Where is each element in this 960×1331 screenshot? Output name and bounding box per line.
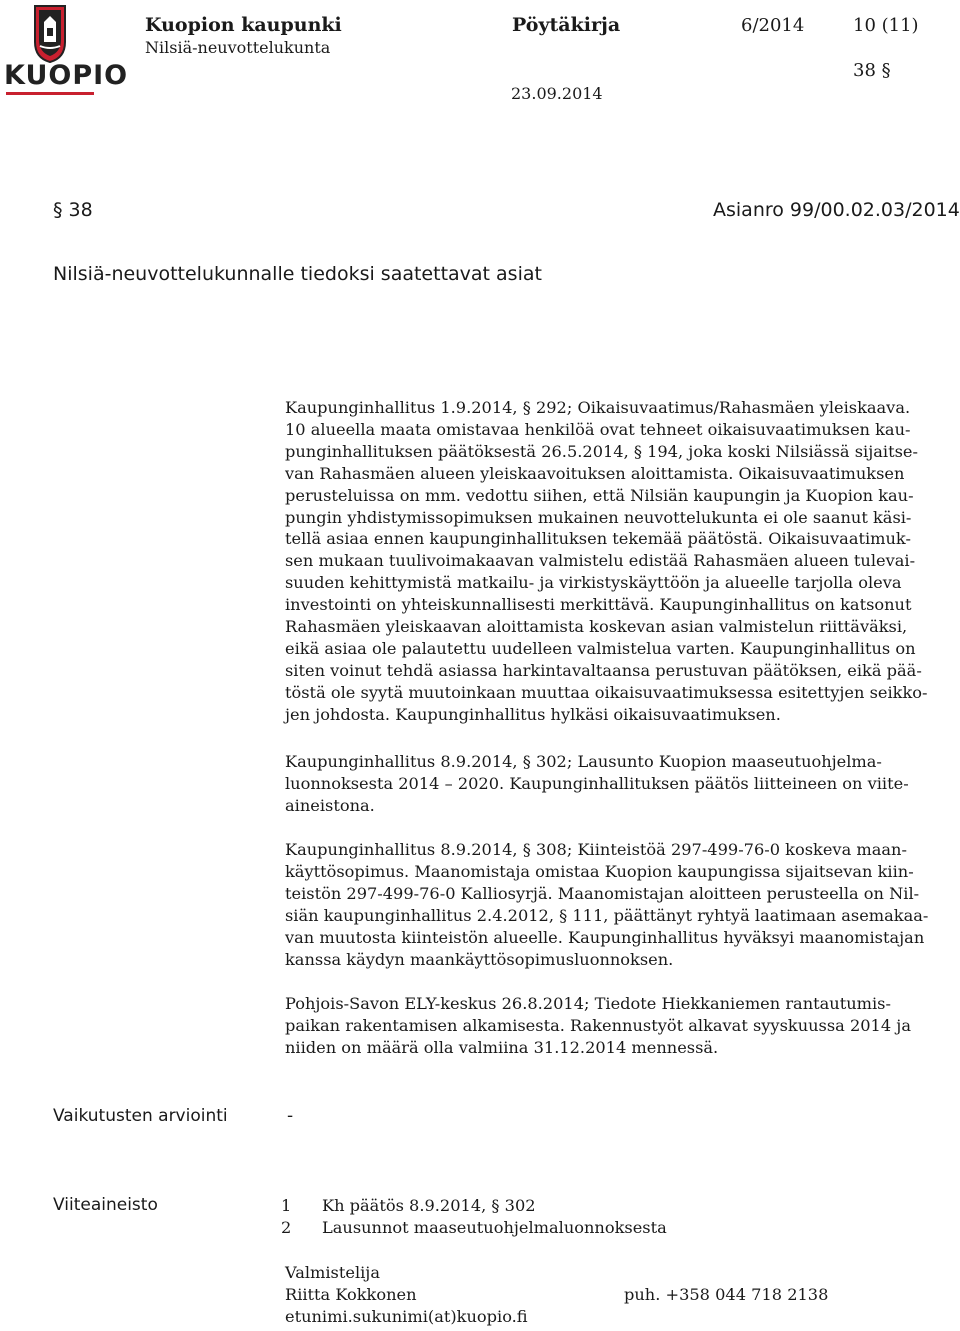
reference-item-1: Kh päätös 8.9.2014, § 302 — [322, 1196, 536, 1215]
reference-num-2: 2 — [281, 1218, 292, 1237]
reference-num-1: 1 — [281, 1196, 292, 1215]
paragraph-ely-tiedote: Pohjois-Savon ELY-keskus 26.8.2014; Tiedote Hiekkaniemen rantautumis- paikan rakentamisen alkamisesta. Rakennustyöt alkavat syyskuussa 2014 ja niiden on määrä olla valmiina 31.12.2014 mennessä. — [285, 994, 911, 1057]
doc-type: Pöytäkirja — [512, 14, 621, 36]
preparer-email: etunimi.sukunimi(at)kuopio.fi — [285, 1307, 528, 1326]
impact-value: - — [287, 1106, 294, 1126]
logo-wordmark: KUOPIO — [4, 60, 129, 91]
section-number: § 38 — [53, 199, 93, 221]
paragraph-oikaisuvaatimus: Kaupunginhallitus 1.9.2014, § 292; Oikaisuvaatimus/Rahasmäen yleiskaava. 10 alueella maata omistavaa henkilöä ovat tehneet oikaisuvaatimuksen kau- punginhallituksen päätöksestä 26.5.2014, § 194, joka koski Nilsiässä sijaitse- van Rahasmäen alueen yleiskaavoituksen aloittamista. Oikaisuvaatimuksen perusteluissa on mm. vedottu siihen, että Nilsiän kaupungin ja Kuopion kau- pungin yhdistymissopimuksen mukainen neuvottelukunta ei ole saanut käsi- tellä asiaa ennen kaupunginhallituksen tekemää päätöstä. Oikaisuvaatimuk- sen mukaan tuulivoimakaavan valmistelu edistää Rahasmäen alueen tulevai- suuden kehittymistä matkailu- ja virkistyskäyttöön ja alueelle tarjolla oleva investointi on yhteiskunnallisesti merkittävä. Kaupunginhallitus on katsonut Rahasmäen yleiskaavan aloittamista koskevan asian valmistelun riittäväksi, eikä asiaa ole palautettu uudelleen valmistelua varten. Kaupunginhallitus on siten voinut tehdä asiassa harkintavaltaansa perustuvan päätöksen, eikä pää- töstä ole syytä muutoinkaan muuttaa oikaisuvaatimuksessa esitettyjen seikko- jen johdosta. Kaupunginhallitus hylkäsi oikaisuvaatimuksen. — [285, 398, 928, 724]
logo-underline — [6, 92, 94, 95]
reference-item-2: Lausunnot maaseutuohjelmaluonnoksesta — [322, 1218, 667, 1237]
meeting-date: 23.09.2014 — [511, 84, 603, 103]
page-number: 10 (11) — [853, 15, 919, 36]
paragraph-maankayttosopimus: Kaupunginhallitus 8.9.2014, § 308; Kiinteistöä 297-499-76-0 koskeva maan- käyttösopimus. Maanomistaja omistaa Kuopion kaupungissa sijaitsevan kiin- teistön 297-499-76-0 Kalliosyrjä. Maanomistajan aloitteen perusteella on Nil- siän kaupunginhallitus 2.4.2012, § 111, päättänyt ryhtyä laatimaan asemakaa- van muutosta kiinteistön alueelle. Kaupunginhallitus hyväksyi maanomistajan kanssa käydyn maankäyttösopimusluonnoksen. — [285, 840, 929, 969]
org-sub: Nilsiä-neuvottelukunta — [145, 38, 331, 57]
preparer-role: Valmistelija — [285, 1263, 380, 1282]
references-label: Viiteaineisto — [53, 1195, 158, 1215]
impact-label: Vaikutusten arviointi — [53, 1106, 228, 1126]
doc-number: 6/2014 — [741, 15, 805, 36]
kuopio-logo — [4, 2, 129, 96]
section-ref: 38 § — [853, 60, 891, 81]
paragraph-lausunto: Kaupunginhallitus 8.9.2014, § 302; Lausunto Kuopion maaseutuohjelma- luonnoksesta 2014 – 2020. Kaupunginhallituksen päätös liitteineen on viite- aineistona. — [285, 752, 909, 815]
section-title: Nilsiä-neuvottelukunnalle tiedoksi saatettavat asiat — [53, 263, 542, 285]
preparer-phone: puh. +358 044 718 2138 — [624, 1285, 829, 1304]
case-number: Asianro 99/00.02.03/2014 — [713, 199, 960, 221]
org-name: Kuopion kaupunki — [145, 14, 342, 36]
preparer-name: Riitta Kokkonen — [285, 1285, 417, 1304]
